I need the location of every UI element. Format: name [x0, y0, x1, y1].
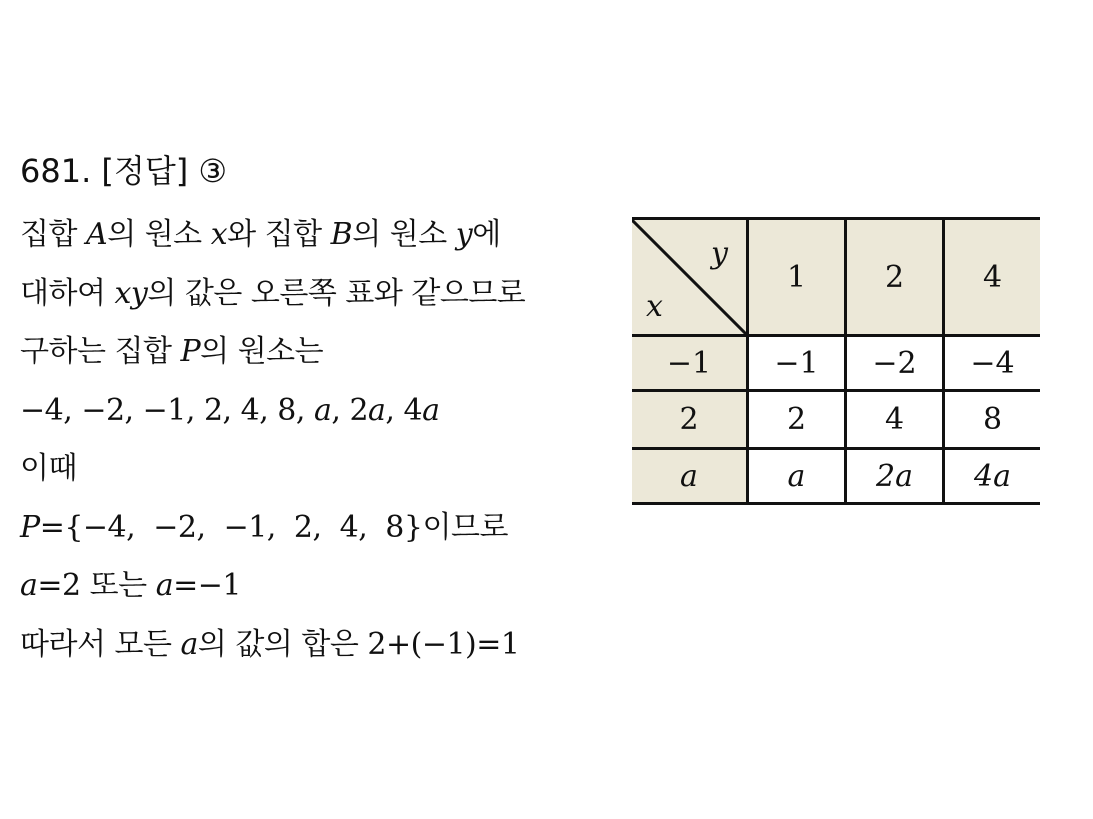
solution-line-2: 대하여 xy의 값은 오른쪽 표와 같으므로 [20, 275, 526, 311]
table-cell: 2 [748, 391, 846, 449]
table-row-label: a [632, 449, 748, 504]
table-header-cell: 2 [846, 219, 944, 336]
solution-line-8: 따라서 모든 a의 값의 합은 2+(−1)=1 [20, 626, 520, 662]
solution-line-1: 집합 A의 원소 x와 집합 B의 원소 y에 [20, 217, 501, 252]
table-cell: 8 [944, 391, 1041, 449]
solution-line-4: −4, −2, −1, 2, 4, 8, a, 2a, 4a [20, 392, 440, 428]
answer-label: [정답] [101, 152, 189, 190]
table-cell: −2 [846, 336, 944, 391]
solution-text [20, 206, 620, 674]
table-header-row [632, 219, 1040, 336]
table-cell: 4 [846, 391, 944, 449]
answer-mark: ③ [198, 152, 228, 190]
table-header-cell: 4 [944, 219, 1041, 336]
corner-y-label: y [711, 236, 728, 271]
table-header-cell: 1 [748, 219, 846, 336]
table-cell: 4a [944, 449, 1041, 504]
table-row [632, 449, 1040, 504]
solution-line-5: 이때 [20, 451, 77, 486]
solution-line-7: a=2 또는 a=−1 [20, 568, 241, 603]
table-row [632, 391, 1040, 449]
table-cell: 2a [846, 449, 944, 504]
solution-line-6: P={−4, −2, −1, 2, 4, 8}이므로 [20, 509, 508, 545]
problem-header [20, 146, 227, 196]
table-cell: −1 [748, 336, 846, 391]
table-corner-cell [632, 219, 748, 336]
table-row-label: 2 [632, 391, 748, 449]
solution-line-3: 구하는 집합 P의 원소는 [20, 334, 324, 369]
table-cell: −4 [944, 336, 1041, 391]
problem-number: 681. [20, 152, 92, 190]
product-table [632, 217, 1040, 505]
table-row-label: −1 [632, 336, 748, 391]
corner-x-label: x [646, 289, 663, 324]
table-cell: a [748, 449, 846, 504]
table-row [632, 336, 1040, 391]
